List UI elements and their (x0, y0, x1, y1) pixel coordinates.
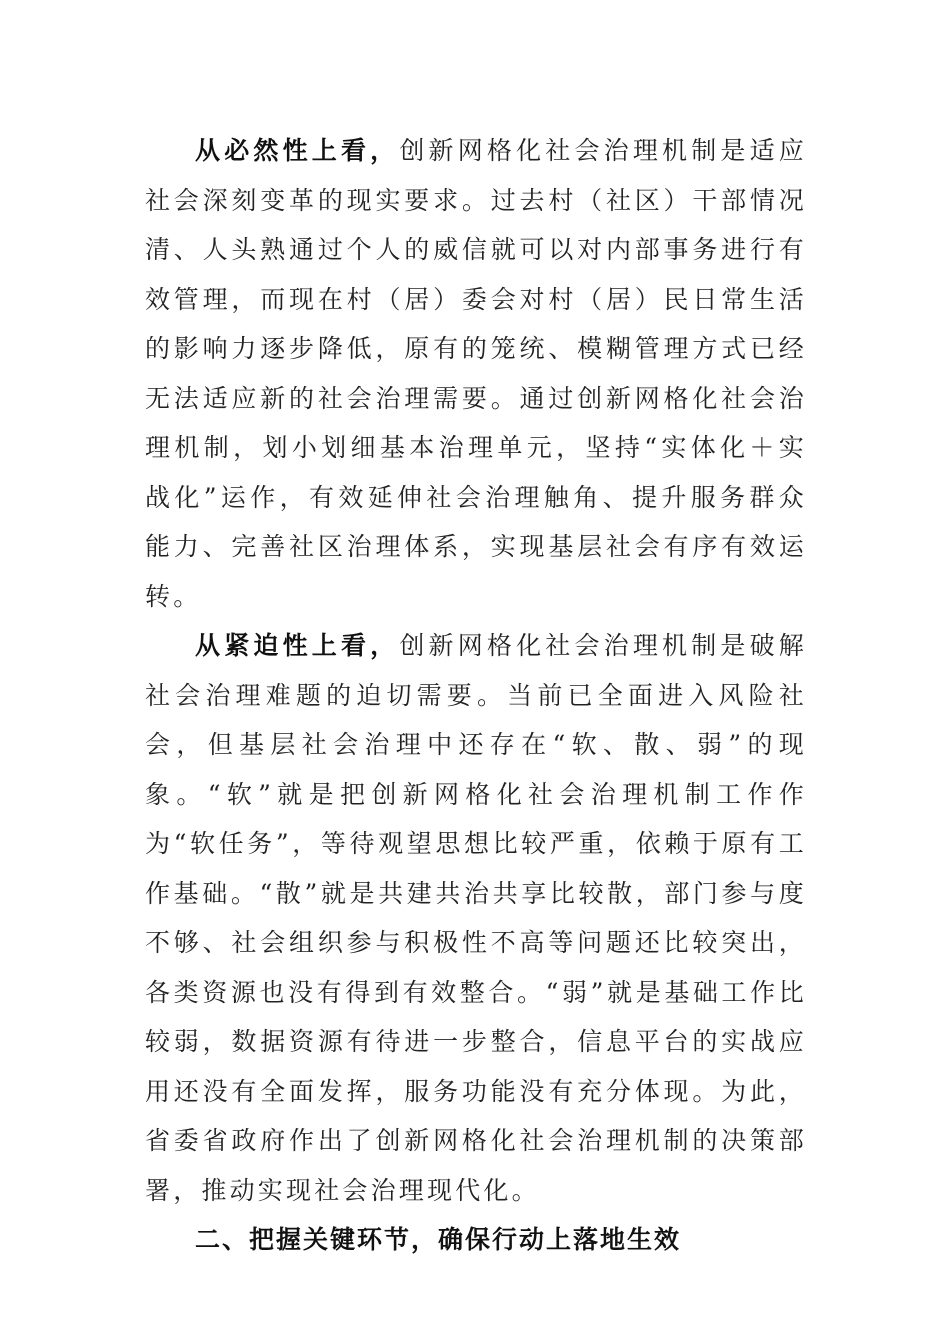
paragraph-lead: 从紧迫性上看， (195, 631, 400, 660)
paragraph-text: 创新网格化社会治理机制是适应社会深刻变革的现实要求。过去村（社区）干部情况清、人头熟通过个人的威信就可以对内部事务进行有效管理，而现在村（居）委会对村（居）民日常生活的影响力逐步降低，原有的笼统、模糊管理方式已经无法适应新的社会治理需要。通过创新网格化社会治理机制，划小划细基本治理单元，坚持“实体化＋实战化”运作，有效延伸社会治理触角、提升服务群众能力、完善社区治理体系，实现基层社会有序有效运转。 (145, 136, 807, 611)
paragraph-urgency (145, 621, 807, 1215)
paragraph-lead: 从必然性上看， (195, 136, 400, 165)
paragraph-necessity (145, 126, 807, 621)
section-heading: 二、把握关键环节，确保行动上落地生效 (195, 1225, 682, 1254)
paragraph-text: 创新网格化社会治理机制是破解社会治理难题的迫切需要。当前已全面进入风险社会，但基层社会治理中还存在“软、散、弱”的现象。“软”就是把创新网格化社会治理机制工作作为“软任务”，等待观望思想比较严重，依赖于原有工作基础。“散”就是共建共治共享比较散，部门参与度不够、社会组织参与积极性不高等问题还比较突出，各类资源也没有得到有效整合。“弱”就是基础工作比较弱，数据资源有待进一步整合，信息平台的实战应用还没有全面发挥，服务功能没有充分体现。为此，省委省政府作出了创新网格化社会治理机制的决策部署，推动实现社会治理现代化。 (145, 631, 807, 1205)
document-body (145, 126, 807, 1265)
